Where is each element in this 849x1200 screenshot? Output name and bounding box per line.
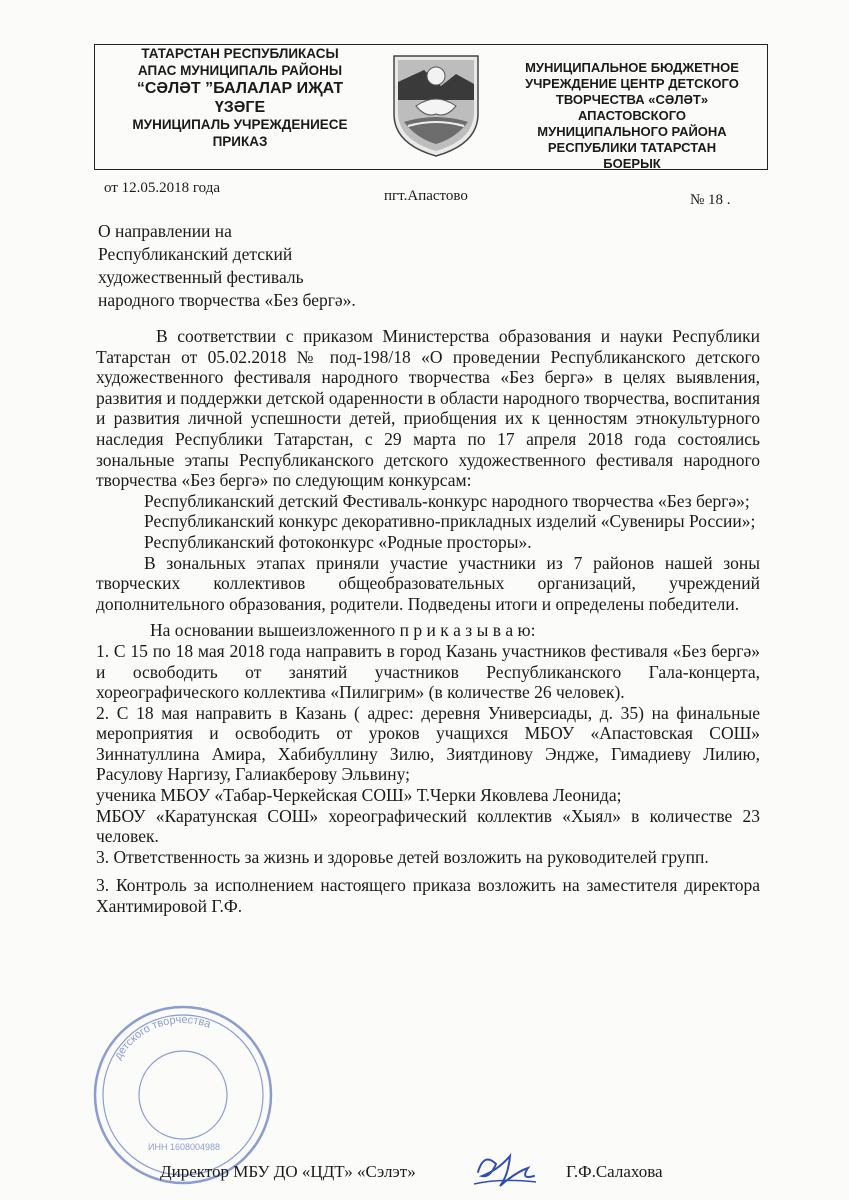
header-right-line: БОЕРЫК: [603, 156, 661, 171]
header-right-line: ТВОРЧЕСТВА «СӘЛӘТ»: [555, 92, 709, 107]
stamp-inn: ИНН 1608004988: [148, 1142, 221, 1152]
signatory-position: Директор МБУ ДО «ЦДТ» «Сэлэт»: [160, 1162, 416, 1181]
header-right-line: РЕСПУБЛИКИ ТАТАРСТАН: [547, 140, 717, 155]
header-left-line: ПРИКАЗ: [212, 133, 268, 149]
order-body: [96, 326, 760, 917]
subject-line: О направлении на: [98, 221, 232, 241]
header-left-line: ТАТАРСТАН РЕСПУБЛИКАСЫ: [141, 46, 339, 61]
subject-line: народного творчества «Без бергә».: [98, 290, 356, 310]
handwritten-signature: [470, 1142, 540, 1192]
header-right: [498, 60, 766, 172]
preamble-paragraph: В соответствии с приказом Министерства образования и науки Республики Татарстан от 05.02.2018 № под-198/18 «О проведении Республиканского детского художественного фестиваля народного творчества «Без бергә» в целях выявления, развития и поддержки детской одаренности в области народного творчества, воспитания и развития личной успешности детей, приобщения их к ценностям этнокультурного наследия Республики Татарстан, с 29 марта по 17 апреля 2018 года состоялись зональные этапы Республиканского детского художественного фестиваля народного творчества «Без бергә» по следующим конкурсам:: [96, 326, 761, 491]
header-right-line: АПАСТОВСКОГО: [577, 108, 687, 123]
header-right-line: МУНИЦИПАЛЬНОГО РАЙОНА: [537, 124, 727, 139]
contest-item: Республиканский конкурс декоративно-прикладных изделий «Сувениры России»;: [144, 511, 756, 532]
order-item: МБОУ «Каратунская СОШ» хореографический коллектив «Хыял» в количестве 23 человек.: [96, 805, 760, 847]
header-left-line: МУНИЦИПАЛЬ УЧРЕЖДЕНИЕСЕ: [132, 117, 348, 132]
stamp-text: детского творчества: [112, 1013, 213, 1062]
header-left: [100, 46, 380, 150]
order-place: пгт.Апастово: [384, 188, 468, 204]
svg-text:детского творчества: [112, 1014, 213, 1062]
order-lead: На основании вышеизложенного п р и к а з ы в а ю:: [150, 620, 536, 641]
order-item: 3. Ответственность за жизнь и здоровье детей возложить на руководителей групп.: [96, 846, 709, 867]
coat-of-arms-icon: [386, 52, 486, 158]
subject-line: Республиканский детский: [98, 244, 293, 264]
results-paragraph: В зональных этапах приняли участие участники из 7 районов нашей зоны творческих коллективов общеобразовательных организаций, учреждений дополнительного образования, родители. Подведены итоги и определены победители.: [96, 552, 760, 614]
header-right-line: УЧРЕЖДЕНИЕ ЦЕНТР ДЕТСКОГО: [525, 76, 739, 91]
order-item: 2. С 18 мая направить в Казань ( адрес: деревня Универсиады, д. 35) на финальные мероприятия и освободить от уроков учащихся МБОУ «Апастовская СОШ» Зиннатуллина Амира, Хабибуллину Зилю, Зиятдинову Эндже, Гимадиеву Лилию, Расулову Наргизу, Галиакберову Эльвину;: [96, 702, 760, 785]
header-right-line: МУНИЦИПАЛЬНОЕ БЮДЖЕТНОЕ: [525, 60, 739, 75]
order-item: ученика МБОУ «Табар-Черкейская СОШ» Т.Черки Яковлева Леонида;: [96, 785, 622, 806]
subject-line: художественный фестиваль: [98, 267, 304, 287]
header-left-line: ҮЗӘГЕ: [214, 99, 266, 116]
contest-item: Республиканский детский Фестиваль-конкурс народного творчества «Без бергә»;: [144, 490, 750, 511]
order-date: от 12.05.2018 года: [104, 180, 220, 196]
order-number: № 18 .: [690, 192, 731, 208]
order-item: 3. Контроль за исполнением настоящего приказа возложить на заместителя директора Хантимировой Г.Ф.: [96, 875, 760, 917]
contest-item: Республиканский фотоконкурс «Родные просторы».: [144, 531, 532, 552]
order-item: 1. С 15 по 18 мая 2018 года направить в город Казань участников фестиваля «Без бергә» и освободить от занятий участников Республиканского Гала-концерта, хореографического коллектива «Пилигрим» (в количестве 26 человек).: [96, 640, 760, 703]
signatory-name: Г.Ф.Салахова: [566, 1162, 663, 1181]
header-left-line: АПАС МУНИЦИПАЛЬ РАЙОНЫ: [137, 62, 343, 78]
order-subject: [98, 220, 428, 312]
header-left-line: “СӘЛӘТ ”БАЛАЛАР ИҖАТ: [136, 80, 344, 97]
